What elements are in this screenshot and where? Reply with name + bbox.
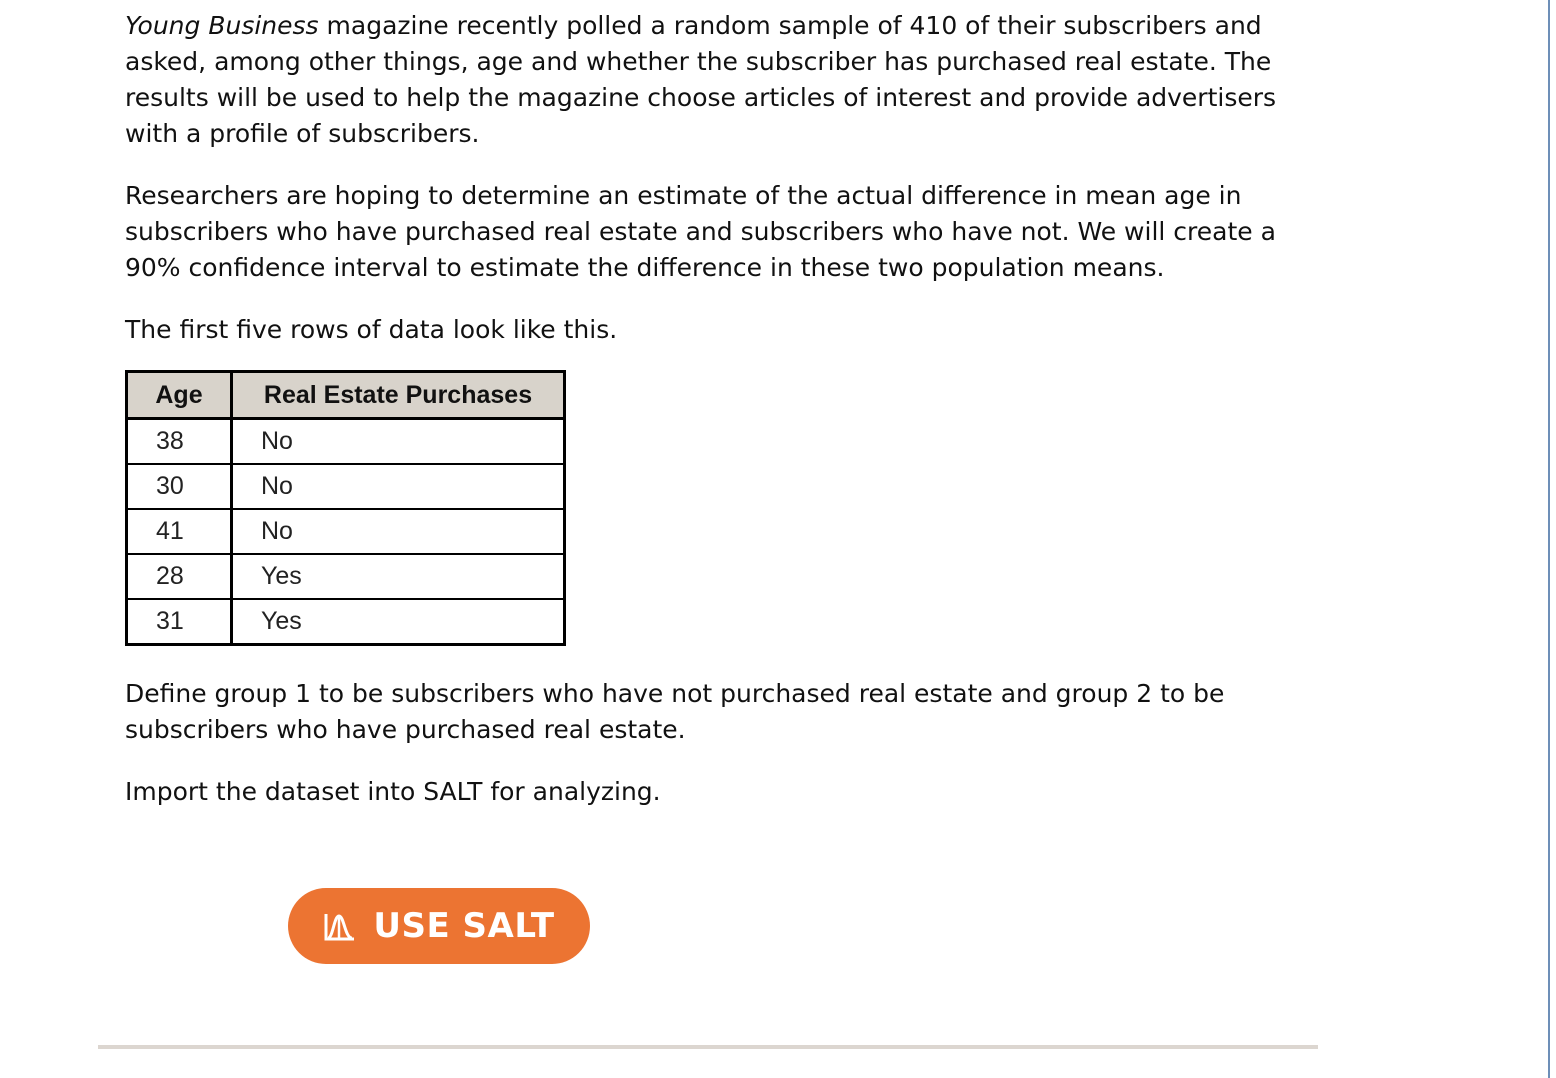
table-intro-paragraph: The first five rows of data look like this. (125, 315, 618, 344)
table-row (127, 509, 565, 554)
table-row (127, 599, 565, 645)
age-cell: 28 (127, 554, 232, 599)
table-row (127, 554, 565, 599)
intro-paragraph (125, 8, 1305, 152)
group-definition-paragraph: Define group 1 to be subscribers who have not purchased real estate and group 2 to be subscribers who have purchased real estate. (125, 679, 1225, 744)
data-table (125, 370, 566, 646)
purchase-cell: Yes (232, 554, 565, 599)
table-header-row (127, 372, 565, 419)
age-cell: 30 (127, 464, 232, 509)
header-real-estate: Real Estate Purchases (232, 372, 565, 419)
intro-text: magazine recently polled a random sample of 410 of their subscribers and asked, among other things, age and whether the subscriber has purchased real estate. The results will be used to help the magazine choose articles of interest and provide advertisers with a profile of subscribers. (125, 11, 1277, 148)
header-age: Age (127, 372, 232, 419)
research-paragraph: Researchers are hoping to determine an estimate of the actual difference in mean age in subscribers who have purchased real estate and subscribers who have not. We will create a 90% confidence interval to estimate the difference in these two population means. (125, 181, 1276, 282)
magazine-name: Young Business (125, 11, 319, 40)
problem-content (125, 8, 1305, 836)
age-cell: 31 (127, 599, 232, 645)
table-row (127, 464, 565, 509)
purchase-cell: No (232, 464, 565, 509)
age-cell: 41 (127, 509, 232, 554)
section-divider (98, 1045, 1318, 1049)
right-border-rule (1548, 0, 1550, 1078)
table-row (127, 419, 565, 465)
salt-icon (323, 911, 357, 941)
purchase-cell: No (232, 509, 565, 554)
purchase-cell: No (232, 419, 565, 465)
use-salt-button[interactable] (288, 888, 590, 964)
import-paragraph: Import the dataset into SALT for analyzing. (125, 777, 661, 806)
use-salt-label: USE SALT (373, 906, 555, 946)
age-cell: 38 (127, 419, 232, 465)
purchase-cell: Yes (261, 607, 302, 635)
